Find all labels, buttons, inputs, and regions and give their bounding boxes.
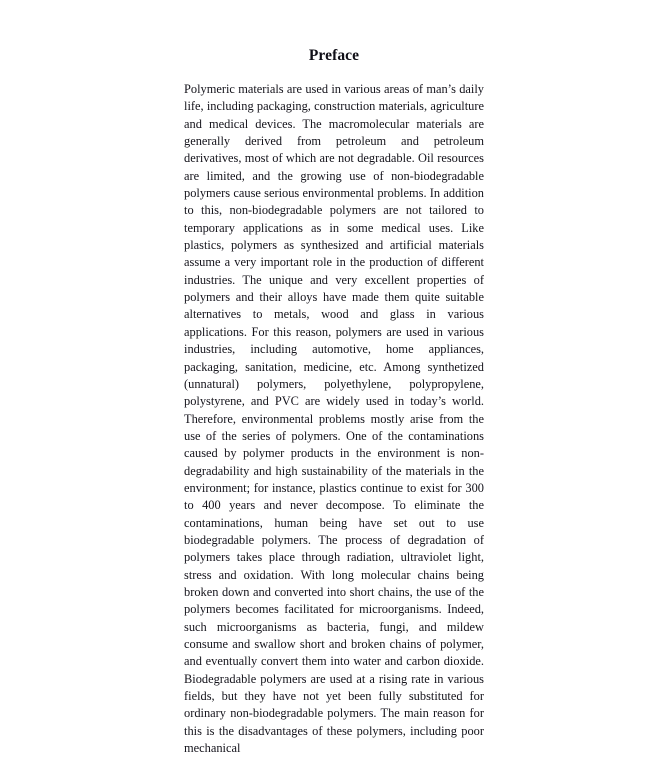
- page-title: Preface: [308, 47, 360, 64]
- preface-body-paragraph: Polymeric materials are used in various areas of man’s daily life, including packaging, construction materials, agriculture and medical devices. The macromolecular materials are generally derived from petroleum and petroleum derivatives, most of which are not degradable. Oil resources are limited, and the growing use of non-biodegradable polymers cause serious environmental problems. In addition to this, non-biodegradable polymers are not tailored to temporary applications as in some medical uses. Like plastics, polymers as synthesized and artificial materials assume a very important role in the production of different industries. The unique and very excellent properties of polymers and their alloys have made them quite suitable alternatives to metals, wood and glass in various applications. For this reason, polymers are used in various industries, including automotive, home appliances, packaging, sanitation, medicine, etc. Among synthetized (unnatural) polymers, polyethylene, polypropylene, polystyrene, and PVC are widely used in today’s world. Therefore, environmental problems mostly arise from the use of the series of polymers. One of the contaminations caused by polymer products in the environment is non-degradability and high sustainability of the materials in the environment; for instance, plastics continue to exist for 300 to 400 years and never decompose. To eliminate the contaminations, human being have set out to use biodegradable polymers. The process of degradation of polymers takes place through radiation, ultraviolet light, stress and oxidation. With long molecular chains being broken down and converted into short chains, the use of the polymers becomes facilitated for microorganisms. Indeed, such microorganisms as bacteria, fungi, and mildew consume and swallow short and broken chains of polymer, and eventually convert them into water and carbon dioxide. Biodegradable polymers are used at a rising rate in various fields, but they have not yet been fully substituted for ordinary non-biodegradable polymers. The main reason for this is the disadvantages of these polymers, including poor mechanical: [184, 82, 484, 756]
